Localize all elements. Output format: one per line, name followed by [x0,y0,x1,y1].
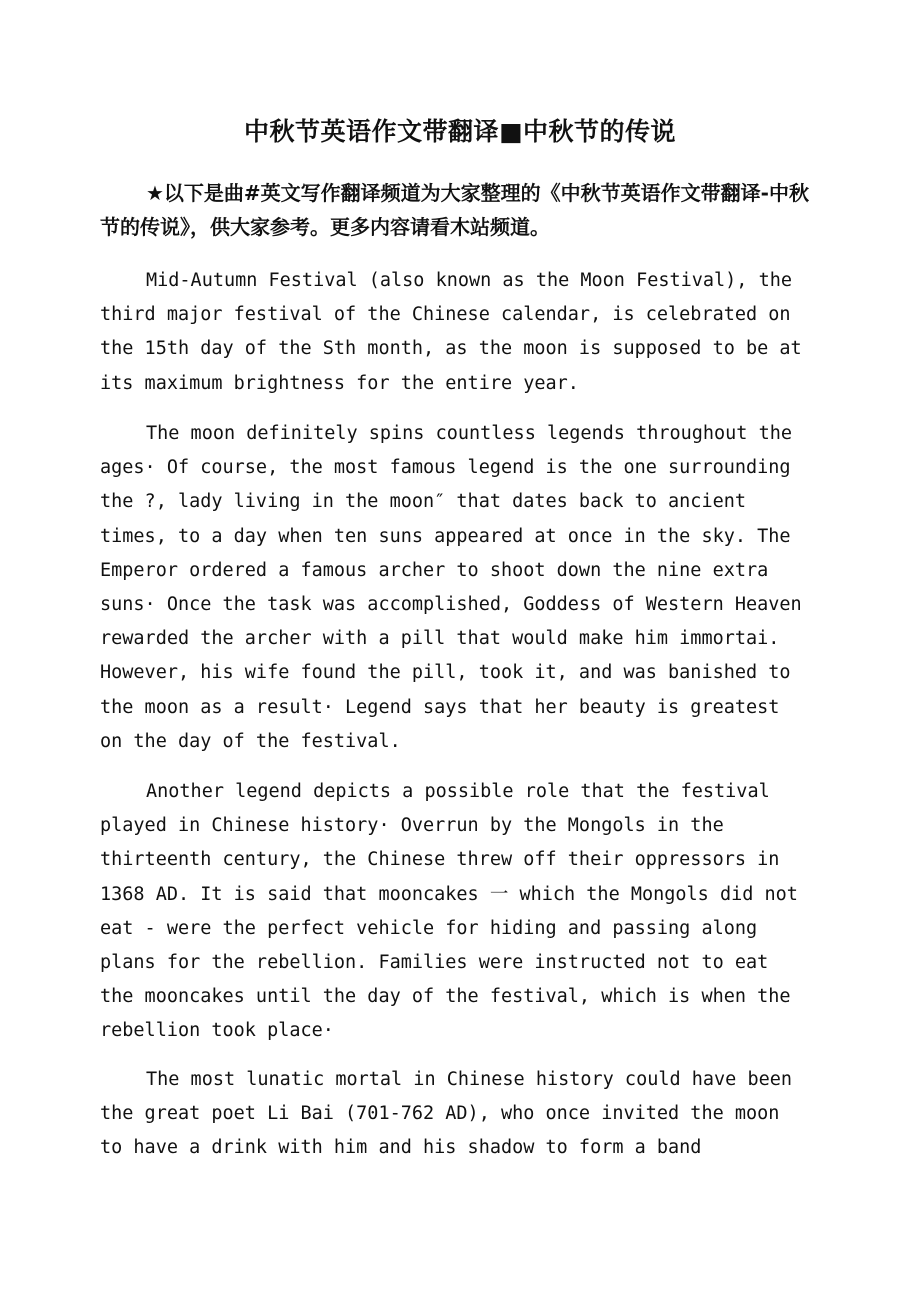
body-paragraph-1: Mid-Autumn Festival (also known as the Moon Festival), the third major festival of the Chinese calendar, is celebrated on the 15th day of the Sth month, as the moon is supposed to be at its maximum brightness for the entire year. [100,270,802,394]
intro-paragraph: ★以下是曲#英文写作翻译频道为大家整理的《中秋节英语作文带翻译-中秋节的传说》，供大家参考。更多内容请看木站频道。 [100,181,809,239]
body-paragraph-4: The most lunatic mortal in Chinese history could have been the great poet Li Bai (701-762 AD), who once invited the moon to have a drink with him and his shadow to form a band [100,1069,793,1159]
page-title: 中秋节英语作文带翻译■中秋节的传说 [243,117,677,146]
body-paragraph-3: Another legend depicts a possible role that the festival played in Chinese history· Overrun by the Mongols in the thirteenth century, the Chinese threw off their oppressors in 1368 AD. It is said that mooncakes 一 which the Mongols did not eat - were the perfect vehicle for hiding and passing along plans for the rebellion. Families were instructed not to eat the mooncakes until the day of the festival, which is when the rebellion took place· [100,781,798,1042]
body-paragraph-2: The moon definitely spins countless legends throughout the ages· Of course, the most famous legend is the one surrounding the ?, lady living in the moon″ that dates back to ancient times, to a day when ten suns appeared at once in the sky. The Emperor ordered a famous archer to shoot down the nine extra suns· Once the task was accomplished, Goddess of Western Heaven rewarded the archer with a pill that would make him immortai. However, his wife found the pill, took it, and was banished to the moon as a result· Legend says that her beauty is greatest on the day of the festival. [100,423,802,752]
